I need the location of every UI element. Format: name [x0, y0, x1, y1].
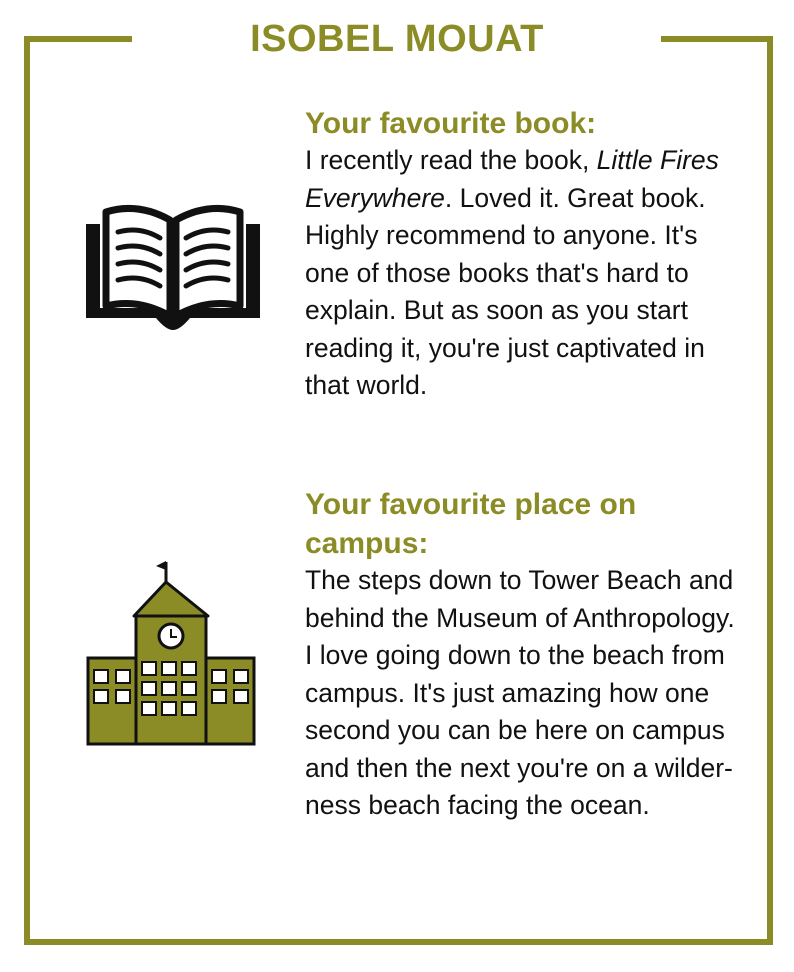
person-name: ISOBEL MOUAT [250, 18, 544, 60]
open-book-icon [78, 198, 268, 343]
favourite-place-section [305, 485, 745, 825]
book-title: Little Fires Everywhere [305, 145, 719, 213]
favourite-book-answer [305, 142, 745, 405]
school-building-icon [86, 558, 258, 753]
favourite-place-heading: Your favourite place on campus: [305, 488, 637, 560]
favourite-place-answer: The steps down to Tower Beach and behind the Museum of Anthropology. I love going down to the beach from campus. It's just amazing how one second you can be here on campus and then the next you're on a wilderness beach facing the ocean. [305, 565, 735, 820]
favourite-book-heading: Your favourite book: [305, 107, 597, 140]
book-answer-text-before: I recently read the book, [305, 145, 597, 175]
favourite-book-section [305, 104, 745, 405]
book-answer-text-after: . Loved it. Great book. Highly recommend to anyone. It's one of those books that's hard to explain. But as soon as you start reading it, you're just captivated in that world. [305, 182, 706, 400]
